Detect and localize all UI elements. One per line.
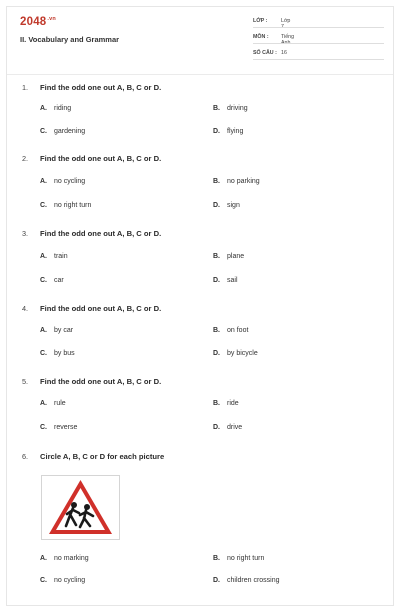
option-letter: D. [213,202,220,209]
logo-suffix: .vn [47,16,56,23]
option-c[interactable] [40,424,77,431]
option-text: train [54,253,68,260]
option-letter: B. [213,327,220,334]
option-letter: C. [40,577,47,584]
count-label: SỐ CÂU : [253,50,277,56]
option-letter: D. [213,350,220,357]
class-row [253,18,291,24]
question-number: 4. [22,304,29,313]
count-value: 16 [281,50,287,56]
question-title: Find the odd one out A, B, C or D. [40,377,162,386]
subject-row [253,34,295,40]
option-b[interactable] [213,327,248,334]
option-c[interactable] [40,202,91,209]
option-text: plane [227,253,245,260]
option-letter: B. [213,178,220,185]
section-title: II. Vocabulary and Grammar [20,35,120,44]
option-letter: A. [40,253,47,260]
question-number: 5. [22,377,29,386]
option-letter: C. [40,424,47,431]
option-text: riding [54,105,72,112]
option-text: by bus [54,350,75,357]
option-b[interactable] [213,400,239,407]
option-text: on foot [227,327,249,334]
option-letter: B. [213,253,220,260]
header-divider [7,74,393,75]
option-text: gardening [54,128,86,135]
option-text: car [54,277,64,284]
option-a[interactable] [40,327,73,334]
option-c[interactable] [40,128,85,135]
option-text: sign [227,202,240,209]
option-a[interactable] [40,555,89,562]
option-c[interactable] [40,577,85,584]
option-text: drive [227,424,243,431]
option-text: ride [227,400,239,407]
option-text: sail [227,277,238,284]
option-b[interactable] [213,555,264,562]
option-a[interactable] [40,105,71,112]
count-underline [253,59,384,60]
option-a[interactable] [40,178,85,185]
option-d[interactable] [213,128,243,135]
worksheet-page [6,6,394,606]
subject-value: Tiếng [281,34,295,40]
question-number: 6. [22,452,29,461]
option-d[interactable] [213,424,242,431]
option-a[interactable] [40,253,68,260]
option-letter: C. [40,277,47,284]
question-title: Find the odd one out A, B, C or D. [40,83,162,92]
option-letter: C. [40,350,47,357]
option-text: driving [227,105,248,112]
option-c[interactable] [40,350,75,357]
option-text: no right turn [54,202,92,209]
question-title: Find the odd one out A, B, C or D. [40,304,162,313]
option-letter: B. [213,105,220,112]
option-a[interactable] [40,400,66,407]
question-number: 2. [22,154,29,163]
count-row [253,50,287,56]
option-letter: B. [213,555,220,562]
option-letter: B. [213,400,220,407]
option-text: flying [227,128,244,135]
option-letter: D. [213,577,220,584]
children-crossing-sign-icon [42,476,119,539]
option-text: rule [54,400,66,407]
option-text: no cycling [54,577,86,584]
option-text: no right turn [227,555,265,562]
logo-text: 2048 [20,16,47,28]
option-text: no parking [227,178,260,185]
option-letter: A. [40,105,47,112]
option-letter: D. [213,424,220,431]
question-number: 1. [22,83,29,92]
option-d[interactable] [213,350,258,357]
option-text: no cycling [54,178,86,185]
option-d[interactable] [213,577,280,584]
option-letter: D. [213,277,220,284]
question-number: 3. [22,229,29,238]
option-d[interactable] [213,277,238,284]
option-b[interactable] [213,178,260,185]
class-underline [253,27,384,28]
worksheet-header [7,7,393,73]
option-letter: A. [40,178,47,185]
option-b[interactable] [213,105,248,112]
option-letter: C. [40,128,47,135]
class-value: Lớp [281,18,291,24]
question-title: Find the odd one out A, B, C or D. [40,229,162,238]
option-letter: A. [40,555,47,562]
option-text: reverse [54,424,78,431]
option-text: children crossing [227,577,280,584]
option-letter: C. [40,202,47,209]
option-text: no marking [54,555,89,562]
subject-underline [253,43,384,44]
option-b[interactable] [213,253,244,260]
subject-label: MÔN : [253,34,269,40]
option-text: by car [54,327,74,334]
option-d[interactable] [213,202,240,209]
option-letter: D. [213,128,220,135]
site-logo[interactable] [20,16,56,28]
question-title: Find the odd one out A, B, C or D. [40,154,162,163]
option-letter: A. [40,400,47,407]
option-c[interactable] [40,277,64,284]
question-picture [41,475,120,540]
class-label: LỚP : [253,18,268,24]
option-letter: A. [40,327,47,334]
option-text: by bicycle [227,350,258,357]
question-title: Circle A, B, C or D for each picture [40,452,165,461]
